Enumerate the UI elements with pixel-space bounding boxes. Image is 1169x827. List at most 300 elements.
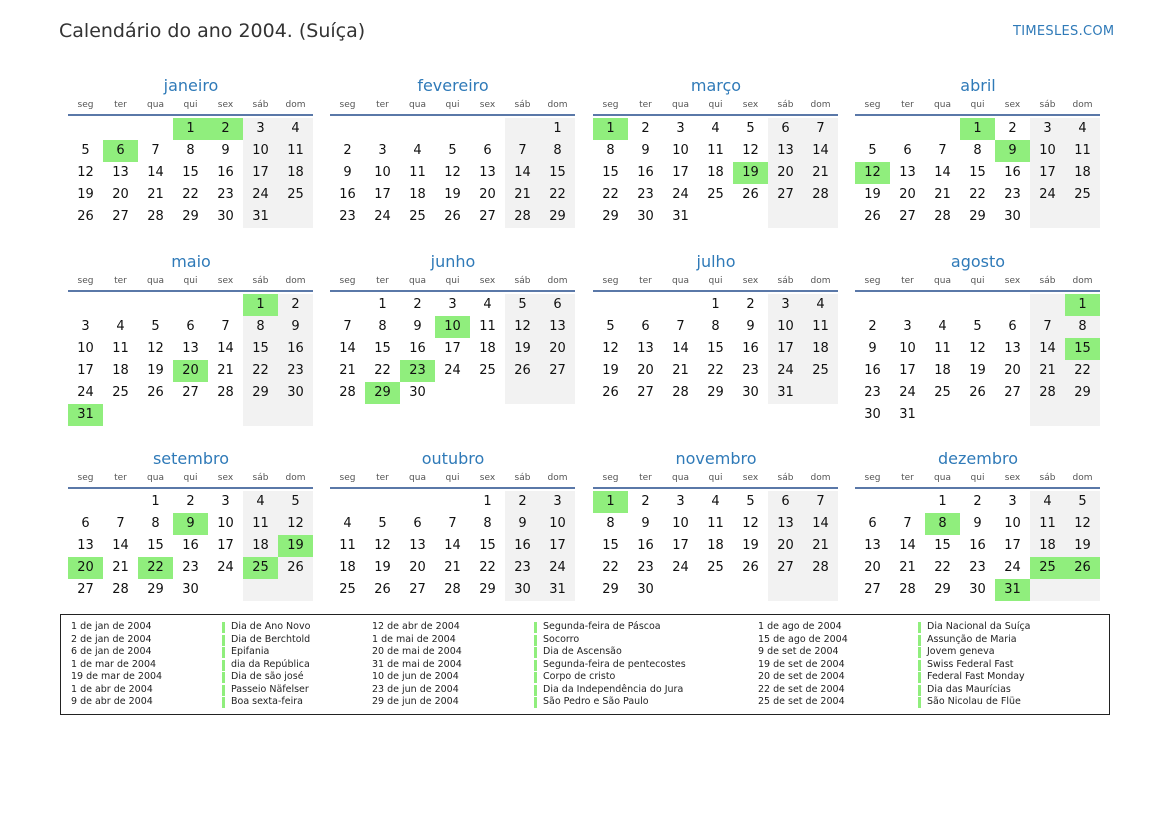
weekday-label: sex: [479, 276, 496, 286]
day-cell: 30: [182, 582, 199, 597]
day-cell: 10: [549, 516, 566, 531]
weekday-label: qui: [708, 100, 723, 110]
day-cell: 11: [112, 341, 129, 356]
day-cell: 25: [409, 209, 426, 224]
weekday-label: dom: [810, 473, 831, 483]
day-cell: 13: [479, 165, 496, 180]
day-cell: 9: [641, 516, 650, 531]
day-cell: 16: [339, 187, 356, 202]
legend-date: 19 de mar de 2004: [71, 671, 163, 682]
day-cell: 14: [217, 341, 234, 356]
day-cell: 2: [291, 297, 300, 312]
legend-date: 15 de ago de 2004: [758, 633, 848, 645]
holiday-day-cell: 26: [1065, 557, 1100, 579]
weekday-label: sex: [1004, 100, 1021, 110]
day-cell: 8: [1078, 319, 1087, 334]
day-cell: 16: [409, 341, 426, 356]
day-cell: 20: [777, 165, 794, 180]
weekday-label: qua: [672, 473, 689, 483]
day-cell: 17: [1004, 538, 1021, 553]
holiday-day-cell: 1: [593, 118, 628, 140]
day-cell: 21: [514, 187, 531, 202]
day-cell: 27: [899, 209, 916, 224]
weekday-label: seg: [864, 276, 881, 286]
holiday-day-cell: 6: [103, 140, 138, 162]
holiday-day-cell: 23: [400, 360, 435, 382]
day-cell: 16: [287, 341, 304, 356]
day-cell: 7: [518, 143, 527, 158]
day-cell: 23: [217, 187, 234, 202]
day-cell: 12: [147, 341, 164, 356]
day-cell: 16: [182, 538, 199, 553]
day-cell: 27: [864, 582, 881, 597]
day-cell: 13: [1004, 341, 1021, 356]
weekday-label: sex: [479, 100, 496, 110]
weekday-label: dom: [285, 276, 306, 286]
weekday-label: dom: [285, 100, 306, 110]
day-cell: 13: [112, 165, 129, 180]
day-cell: 24: [444, 363, 461, 378]
day-cell: 26: [287, 560, 304, 575]
day-cell: 11: [812, 319, 829, 334]
day-cell: 24: [672, 187, 689, 202]
day-cell: 23: [514, 560, 531, 575]
day-cell: 28: [934, 209, 951, 224]
header-rule: [855, 114, 1100, 116]
day-cell: 5: [151, 319, 160, 334]
holiday-day-cell: 15: [1065, 338, 1100, 360]
weekday-label: sex: [1004, 473, 1021, 483]
day-cell: 25: [287, 187, 304, 202]
day-cell: 27: [77, 582, 94, 597]
weekday-label: qua: [934, 100, 951, 110]
day-cell: 12: [514, 319, 531, 334]
day-cell: 23: [742, 363, 759, 378]
day-cell: 19: [1074, 538, 1091, 553]
day-cell: 15: [602, 165, 619, 180]
day-cell: 6: [781, 121, 790, 136]
holiday-day-cell: 19: [278, 535, 313, 557]
day-cell: 16: [864, 363, 881, 378]
legend-holiday-name: Jovem geneva: [918, 646, 1031, 659]
legend-date: 12 de abr de 2004: [372, 621, 460, 632]
day-cell: 17: [252, 165, 269, 180]
legend-holiday-name: Dia da Independência do Jura: [534, 684, 686, 697]
day-cell: 29: [549, 209, 566, 224]
day-cell: 5: [868, 143, 877, 158]
legend-names-column-1: [222, 621, 310, 709]
day-cell: 11: [479, 319, 496, 334]
day-cell: 13: [549, 319, 566, 334]
day-cell: 4: [1043, 494, 1052, 509]
weekday-label: qui: [970, 100, 985, 110]
day-cell: 18: [934, 363, 951, 378]
legend-date: 1 de ago de 2004: [758, 621, 842, 632]
day-cell: 29: [182, 209, 199, 224]
day-cell: 8: [553, 143, 562, 158]
day-cell: 17: [444, 341, 461, 356]
day-cell: 20: [549, 341, 566, 356]
weekday-label: qua: [672, 276, 689, 286]
legend-date: 29 de jun de 2004: [372, 696, 459, 707]
day-cell: 7: [343, 319, 352, 334]
legend-names-column-3: [918, 621, 1031, 709]
day-cell: 4: [711, 494, 720, 509]
weekday-label: ter: [114, 473, 127, 483]
day-cell: 2: [1008, 121, 1017, 136]
day-cell: 27: [777, 187, 794, 202]
day-cell: 19: [742, 538, 759, 553]
weekday-label: qua: [147, 276, 164, 286]
legend-holiday-name: Epifania: [222, 646, 310, 659]
legend-holiday-name: Dia de Berchtold: [222, 634, 310, 647]
day-cell: 28: [672, 385, 689, 400]
day-cell: 31: [899, 407, 916, 422]
weekday-label: ter: [639, 276, 652, 286]
day-cell: 15: [374, 341, 391, 356]
holiday-day-cell: 31: [995, 579, 1030, 601]
day-cell: 14: [339, 341, 356, 356]
weekday-label: sáb: [252, 473, 269, 483]
weekday-label: sex: [217, 276, 234, 286]
month-name: março: [690, 76, 742, 95]
day-cell: 11: [409, 165, 426, 180]
day-cell: 24: [672, 560, 689, 575]
day-cell: 21: [147, 187, 164, 202]
weekday-label: sex: [479, 473, 496, 483]
day-cell: 10: [1039, 143, 1056, 158]
legend-holiday-name: Assunção de Maria: [918, 634, 1031, 647]
day-cell: 9: [518, 516, 527, 531]
legend-date: 10 de jun de 2004: [372, 671, 459, 682]
weekday-label: sáb: [1039, 276, 1056, 286]
day-cell: 31: [777, 385, 794, 400]
day-cell: 30: [637, 582, 654, 597]
day-cell: 22: [602, 560, 619, 575]
day-cell: 22: [479, 560, 496, 575]
day-cell: 19: [864, 187, 881, 202]
weekday-label: sex: [217, 473, 234, 483]
day-cell: 3: [221, 494, 230, 509]
holiday-day-cell: 1: [593, 491, 628, 513]
day-cell: 18: [707, 165, 724, 180]
day-cell: 23: [339, 209, 356, 224]
day-cell: 19: [444, 187, 461, 202]
day-cell: 2: [518, 494, 527, 509]
weekday-label: ter: [639, 100, 652, 110]
legend-holiday-name: Corpo de cristo: [534, 671, 686, 684]
day-cell: 3: [903, 319, 912, 334]
day-cell: 12: [374, 538, 391, 553]
day-cell: 15: [934, 538, 951, 553]
day-cell: 19: [147, 363, 164, 378]
day-cell: 25: [707, 560, 724, 575]
day-cell: 1: [483, 494, 492, 509]
day-cell: 5: [378, 516, 387, 531]
legend-holiday-name: Dia de são josé: [222, 671, 310, 684]
day-cell: 3: [676, 121, 685, 136]
day-cell: 22: [934, 560, 951, 575]
day-cell: 8: [711, 319, 720, 334]
weekday-label: qua: [409, 473, 426, 483]
day-cell: 27: [549, 363, 566, 378]
day-cell: 28: [514, 209, 531, 224]
day-cell: 3: [81, 319, 90, 334]
day-cell: 17: [777, 341, 794, 356]
day-cell: 14: [672, 341, 689, 356]
day-cell: 7: [448, 516, 457, 531]
weekday-label: sex: [742, 276, 759, 286]
header-rule: [330, 290, 575, 292]
day-cell: 21: [112, 560, 129, 575]
day-cell: 7: [938, 143, 947, 158]
weekday-label: sáb: [777, 100, 794, 110]
day-cell: 17: [1039, 165, 1056, 180]
day-cell: 5: [746, 121, 755, 136]
day-cell: 15: [479, 538, 496, 553]
weekday-label: qua: [147, 100, 164, 110]
day-cell: 30: [864, 407, 881, 422]
day-cell: 28: [444, 582, 461, 597]
day-cell: 8: [186, 143, 195, 158]
weekday-label: ter: [376, 276, 389, 286]
day-cell: 6: [413, 516, 422, 531]
weekday-label: qui: [183, 473, 198, 483]
header-rule: [593, 290, 838, 292]
day-cell: 12: [602, 341, 619, 356]
day-cell: 14: [112, 538, 129, 553]
day-cell: 22: [182, 187, 199, 202]
holiday-day-cell: 25: [1030, 557, 1065, 579]
day-cell: 30: [969, 582, 986, 597]
day-cell: 2: [186, 494, 195, 509]
day-cell: 29: [934, 582, 951, 597]
day-cell: 18: [339, 560, 356, 575]
day-cell: 15: [969, 165, 986, 180]
legend-holiday-name: dia da República: [222, 659, 310, 672]
day-cell: 23: [969, 560, 986, 575]
day-cell: 15: [182, 165, 199, 180]
day-cell: 23: [637, 560, 654, 575]
day-cell: 5: [518, 297, 527, 312]
day-cell: 6: [868, 516, 877, 531]
weekday-label: sáb: [1039, 473, 1056, 483]
day-cell: 26: [77, 209, 94, 224]
legend-holiday-name: Dia Nacional da Suíça: [918, 621, 1031, 634]
day-cell: 11: [339, 538, 356, 553]
day-cell: 10: [252, 143, 269, 158]
day-cell: 9: [221, 143, 230, 158]
day-cell: 14: [899, 538, 916, 553]
holiday-day-cell: 2: [208, 118, 243, 140]
day-cell: 21: [444, 560, 461, 575]
legend-holiday-name: Segunda-feira de pentecostes: [534, 659, 686, 672]
weekday-label: qua: [147, 473, 164, 483]
day-cell: 14: [812, 143, 829, 158]
legend-holiday-name: Dia de Ascensão: [534, 646, 686, 659]
day-cell: 6: [641, 319, 650, 334]
day-cell: 27: [637, 385, 654, 400]
day-cell: 14: [514, 165, 531, 180]
weekday-label: qui: [445, 100, 460, 110]
weekday-label: ter: [639, 473, 652, 483]
day-cell: 26: [147, 385, 164, 400]
header-rule: [855, 290, 1100, 292]
weekday-label: dom: [1072, 473, 1093, 483]
day-cell: 2: [746, 297, 755, 312]
weekday-label: dom: [810, 100, 831, 110]
day-cell: 10: [672, 143, 689, 158]
day-cell: 11: [707, 516, 724, 531]
day-cell: 9: [641, 143, 650, 158]
day-cell: 25: [112, 385, 129, 400]
header-rule: [855, 487, 1100, 489]
weekday-label: qua: [934, 473, 951, 483]
day-cell: 28: [339, 385, 356, 400]
weekday-label: dom: [1072, 276, 1093, 286]
day-cell: 25: [1074, 187, 1091, 202]
day-cell: 2: [413, 297, 422, 312]
day-cell: 15: [252, 341, 269, 356]
weekday-label: sáb: [252, 276, 269, 286]
day-cell: 21: [217, 363, 234, 378]
day-cell: 30: [742, 385, 759, 400]
day-cell: 13: [899, 165, 916, 180]
day-cell: 23: [182, 560, 199, 575]
weekday-label: sáb: [514, 276, 531, 286]
holiday-day-cell: 9: [173, 513, 208, 535]
day-cell: 10: [777, 319, 794, 334]
day-cell: 29: [707, 385, 724, 400]
day-cell: 5: [448, 143, 457, 158]
day-cell: 8: [973, 143, 982, 158]
day-cell: 3: [256, 121, 265, 136]
legend-date: 23 de jun de 2004: [372, 683, 459, 695]
day-cell: 30: [514, 582, 531, 597]
holiday-day-cell: 31: [68, 404, 103, 426]
day-cell: 9: [746, 319, 755, 334]
header-rule: [330, 487, 575, 489]
day-cell: 26: [742, 560, 759, 575]
day-cell: 15: [602, 538, 619, 553]
day-cell: 10: [672, 516, 689, 531]
day-cell: 11: [1074, 143, 1091, 158]
day-cell: 24: [77, 385, 94, 400]
weekday-label: sáb: [777, 276, 794, 286]
day-cell: 23: [1004, 187, 1021, 202]
month-name: dezembro: [938, 449, 1018, 468]
day-cell: 7: [816, 494, 825, 509]
day-cell: 15: [549, 165, 566, 180]
day-cell: 6: [186, 319, 195, 334]
legend-names-column-2: [534, 621, 686, 709]
day-cell: 22: [969, 187, 986, 202]
weekday-label: qui: [708, 276, 723, 286]
day-cell: 3: [1008, 494, 1017, 509]
holiday-day-cell: 9: [995, 140, 1030, 162]
day-cell: 16: [217, 165, 234, 180]
legend-date: 1 de mar de 2004: [71, 658, 157, 670]
day-cell: 21: [672, 363, 689, 378]
month-name: maio: [171, 252, 211, 271]
brand-logo-text[interactable]: TIMESLES.COM: [1013, 24, 1115, 39]
day-cell: 29: [479, 582, 496, 597]
day-cell: 22: [549, 187, 566, 202]
day-cell: 23: [287, 363, 304, 378]
legend-holiday-name: São Pedro e São Paulo: [534, 696, 686, 709]
day-cell: 30: [409, 385, 426, 400]
day-cell: 4: [343, 516, 352, 531]
day-cell: 8: [151, 516, 160, 531]
day-cell: 5: [973, 319, 982, 334]
legend-dates-column-2: [372, 621, 462, 709]
day-cell: 14: [812, 516, 829, 531]
day-cell: 3: [781, 297, 790, 312]
weekday-label: qui: [183, 276, 198, 286]
legend-date: 1 de mai de 2004: [372, 633, 456, 645]
day-cell: 24: [217, 560, 234, 575]
legend-date: 2 de jan de 2004: [71, 633, 152, 645]
day-cell: 5: [746, 494, 755, 509]
day-cell: 9: [868, 341, 877, 356]
legend-holiday-name: Segunda-feira de Páscoa: [534, 621, 686, 634]
legend-date: 20 de set de 2004: [758, 671, 845, 682]
day-cell: 26: [969, 385, 986, 400]
weekday-label: sáb: [514, 100, 531, 110]
weekday-label: sex: [217, 100, 234, 110]
weekday-label: sex: [742, 473, 759, 483]
weekday-label: seg: [602, 100, 619, 110]
day-cell: 13: [637, 341, 654, 356]
day-cell: 10: [77, 341, 94, 356]
day-cell: 24: [777, 363, 794, 378]
day-cell: 1: [553, 121, 562, 136]
day-cell: 16: [637, 165, 654, 180]
day-cell: 20: [1004, 363, 1021, 378]
day-cell: 25: [479, 363, 496, 378]
day-cell: 12: [1074, 516, 1091, 531]
day-cell: 7: [903, 516, 912, 531]
month-name: abril: [960, 76, 996, 95]
day-cell: 20: [112, 187, 129, 202]
header-rule: [330, 114, 575, 116]
weekday-label: ter: [376, 473, 389, 483]
weekday-label: seg: [602, 276, 619, 286]
month-name: julho: [696, 252, 736, 271]
day-cell: 13: [182, 341, 199, 356]
day-cell: 28: [812, 187, 829, 202]
day-cell: 6: [1008, 319, 1017, 334]
day-cell: 12: [444, 165, 461, 180]
day-cell: 7: [221, 319, 230, 334]
day-cell: 10: [899, 341, 916, 356]
day-cell: 1: [938, 494, 947, 509]
holiday-day-cell: 1: [173, 118, 208, 140]
day-cell: 14: [444, 538, 461, 553]
legend-holiday-name: Socorro: [534, 634, 686, 647]
day-cell: 18: [707, 538, 724, 553]
day-cell: 29: [1074, 385, 1091, 400]
weekday-label: sáb: [777, 473, 794, 483]
day-cell: 29: [969, 209, 986, 224]
weekday-label: ter: [376, 100, 389, 110]
month-name: janeiro: [163, 76, 219, 95]
day-cell: 8: [256, 319, 265, 334]
holiday-day-cell: 12: [855, 162, 890, 184]
weekday-label: ter: [901, 276, 914, 286]
legend-dates-column-3: [758, 621, 848, 709]
day-cell: 16: [1004, 165, 1021, 180]
